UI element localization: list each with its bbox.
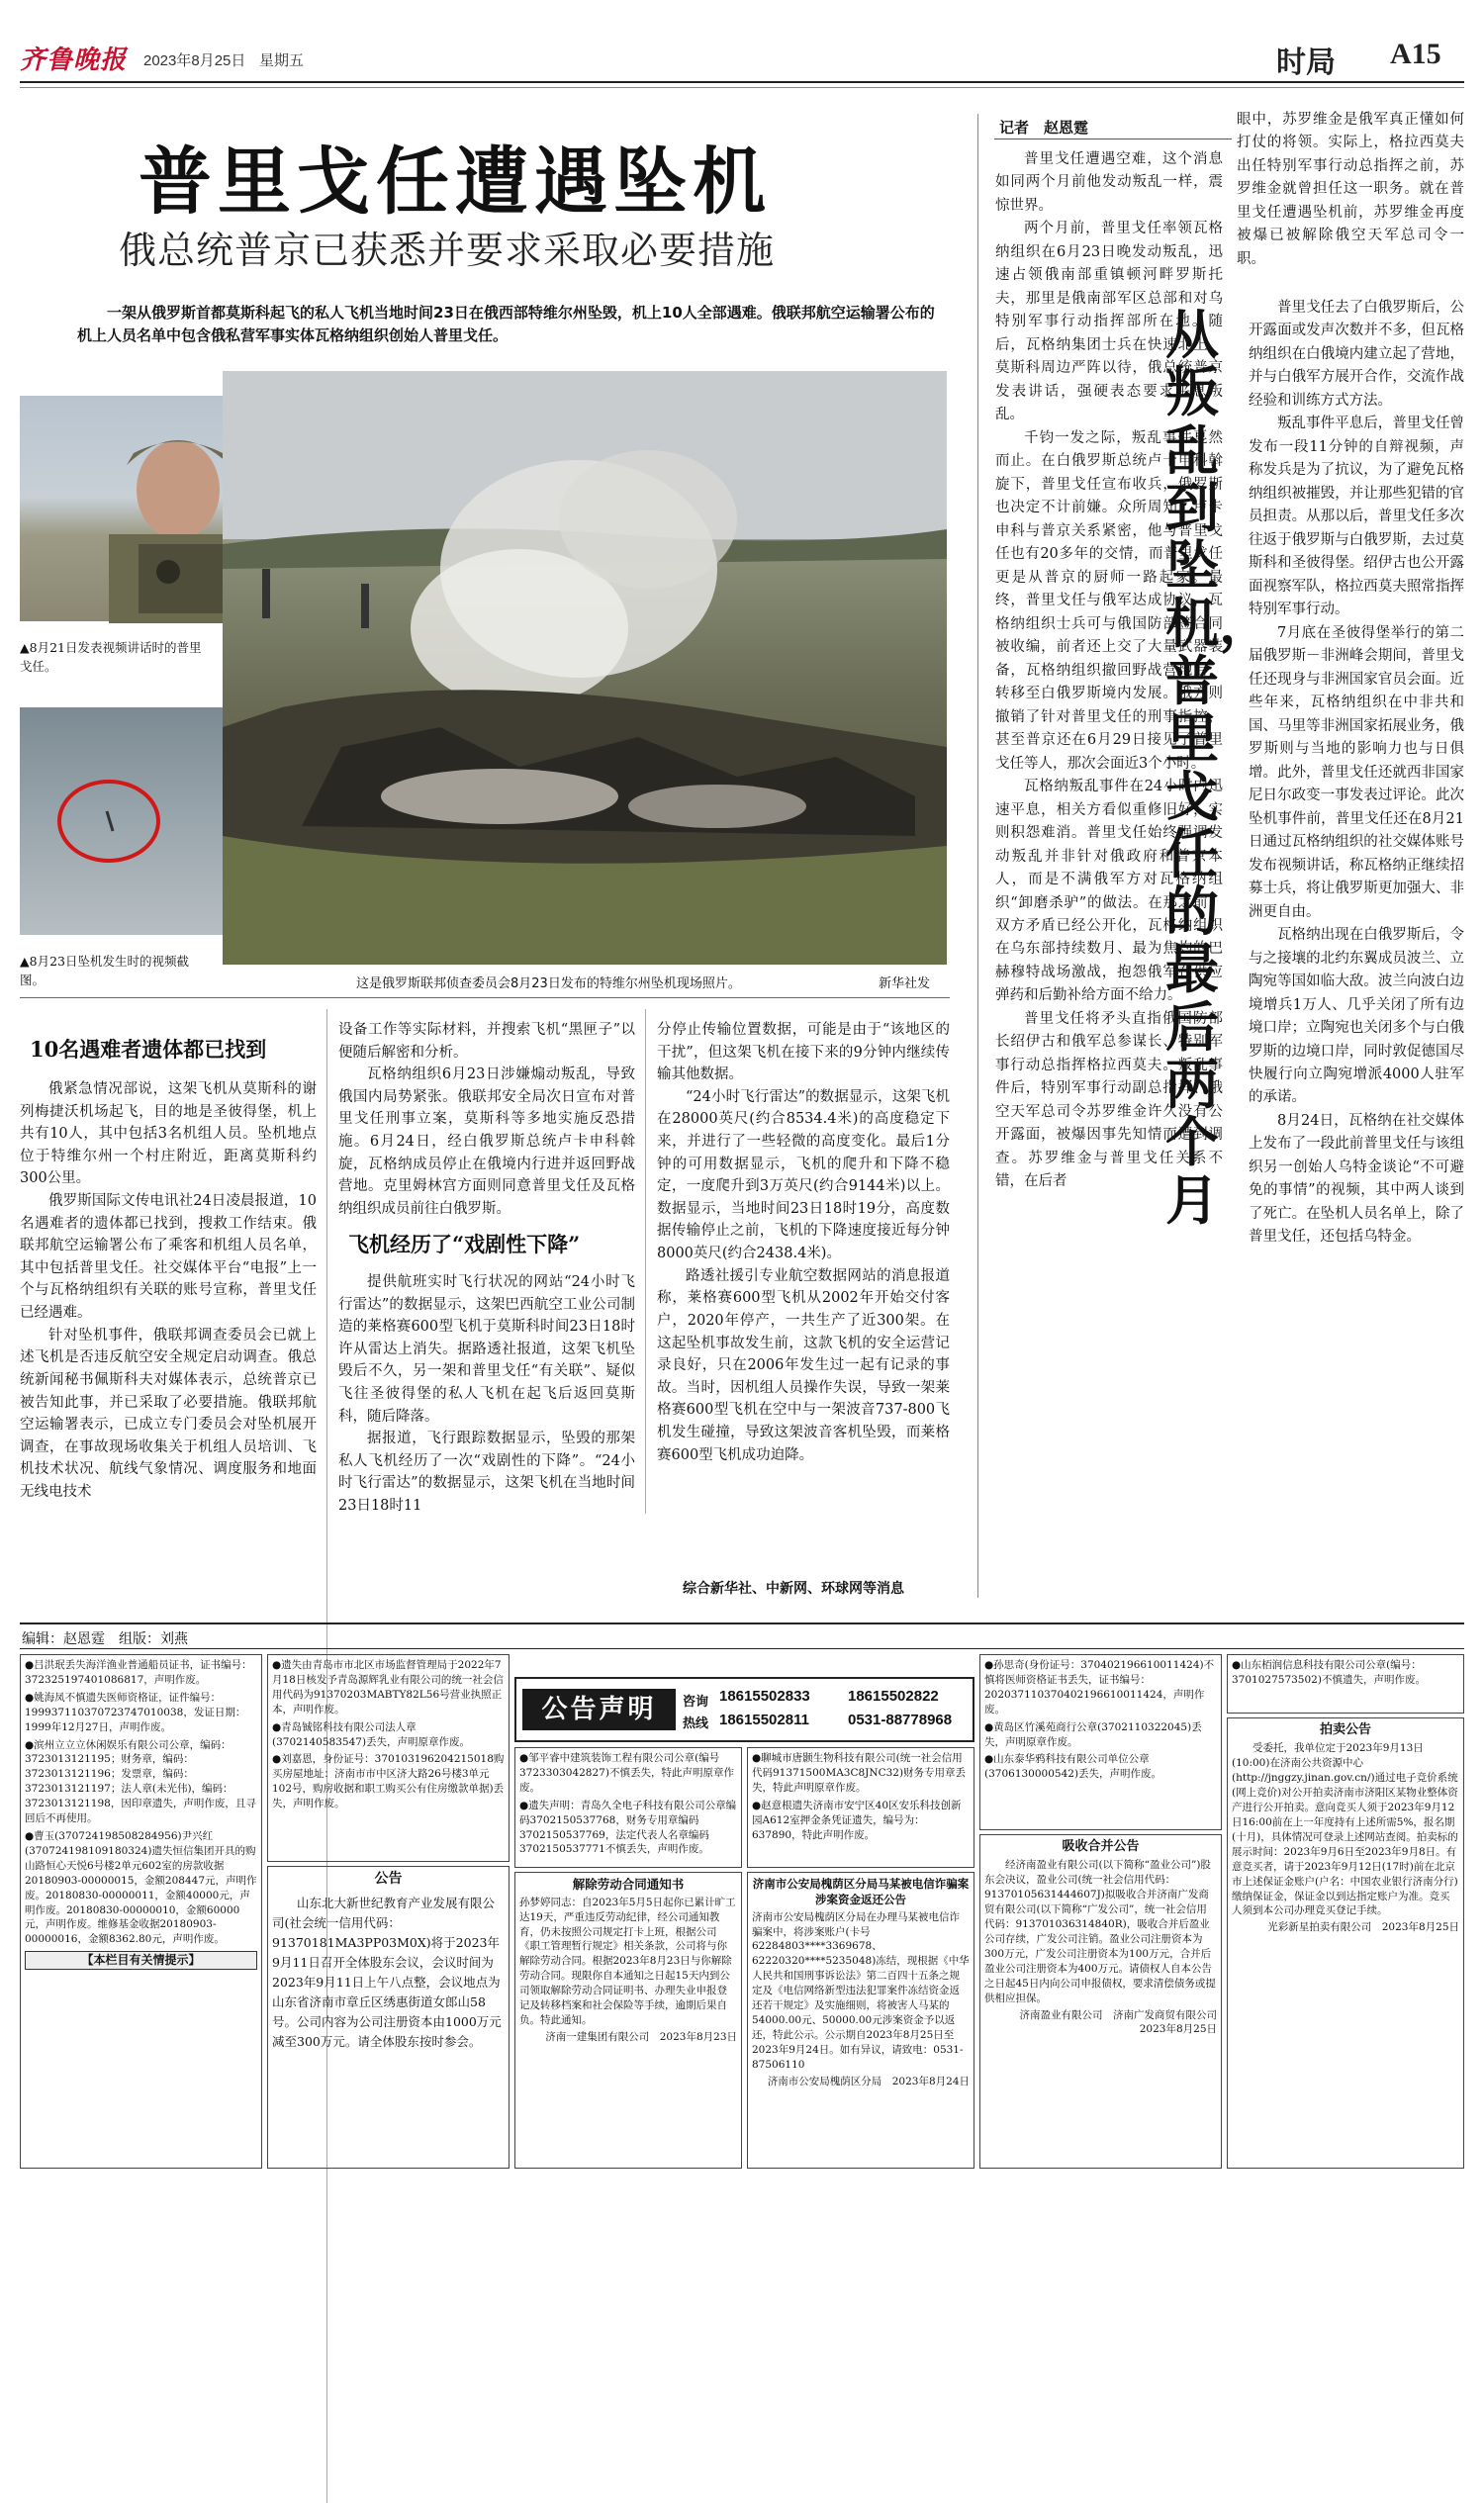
section2-col3 <box>657 1019 950 1466</box>
ads-merge <box>979 1834 1228 2169</box>
vtitle-line: 个月 <box>1165 1111 1219 1232</box>
paragraph: 7月底在圣彼得堡举行的第二届俄罗斯－非洲峰会期间，普里戈任还现身与非洲国家官员会面。近些年来，瓦格纳组织在中非共和国、马里等非洲国家拓展业务，俄罗斯则与当地的影响力也与日俱增。此外，普里戈任还就西非国家尼日尔政变一事发表过评论。此次坠机事件前，普里戈任还在8月21日通过瓦格纳组织的社交媒体账号发布视频讲话，称瓦格纳正继续招募士兵，将让俄罗斯更加强大、非洲更自由。 <box>1249 624 1464 920</box>
paragraph: 瓦格纳组织6月23日涉嫌煽动叛乱，导致俄国内局势紧张。俄联邦安全局次日宣布对普里戈任刑事立案，莫斯科等多地实施反恐措施。6月24日，经白俄罗斯总统卢卡申科斡旋，瓦格纳成员停止在俄境内行进并返回野战营地。克里姆林宫方面则同意普里戈任及瓦格纳组织成员前往白俄罗斯。 <box>338 1066 635 1217</box>
section2-col2 <box>338 1271 635 1518</box>
ad-item: ●青岛铖铭科技有限公司法人章(3702140583547)丢失，声明原章作废。 <box>272 1720 471 1748</box>
paragraph: 普里戈任去了白俄罗斯后，公开露面或发声次数并不多，但瓦格纳组织在白俄境内建立起了营地，并与白俄军方展开合作，交流作战经验和训练方式方法。 <box>1249 300 1464 409</box>
paragraph: “24小时飞行雷达”的数据显示，这架飞机在28000英尺(约合8534.4米)的高度稳定下来，并进行了一些轻微的高度变化。最后1分钟的可用数据显示，飞机的爬升和下降不稳定，一度爬升到3万英尺(约合9144米)以上。数据显示，当地时间23日18时19分，高度数据传输停止之前，飞机的下降速度接近每分钟8000英尺(约合2438.4米)。 <box>657 1088 950 1262</box>
paragraph: 眼中，苏罗维金是俄军真正懂如何打仗的将领。实际上，格拉西莫夫出任特别军事行动总指挥之前，苏罗维金就曾担任这一职务。就在普里戈任遭遇坠机前，苏罗维金再度被爆已被解除俄空天军总司令一职。 <box>1237 112 1464 267</box>
ad-item: ●邹平睿中建筑装饰工程有限公司公章(编号3723303042827)不慎丢失，特此声明原章作废。 <box>519 1752 734 1794</box>
ads-col6 <box>1227 1654 1464 1714</box>
paragraph: 设备工作等实际材料，并搜索飞机“黑匣子”以便随后解密和分析。 <box>338 1022 635 1061</box>
banner-title: 公告声明 <box>522 1689 676 1730</box>
ad-item: ●山东泰华鸦科技有限公司单位公章(3706130000542)丢失，声明作废。 <box>984 1753 1162 1781</box>
banner-phone: 18615502822 <box>848 1688 939 1705</box>
labor-sign: 济南一建集团有限公司 2023年8月23日 <box>545 2030 737 2043</box>
police-body: 济南市公安局槐荫区分局在办理马某被电信诈骗案中，将涉案账户(卡号62284803****3369678、62220320****5235048)冻结，现根据《中华人民共和国刑事诉讼法》第二百四十五条之规定及《电信网络新型违法犯罪案件冻结资金返还若干规定》及实施细则，将被害人马某的54000.00元、50000.00元涉案资金予以返还，特此公示。公示期自2023年8月25日至2023年9月24日。如有异议，请致电：0531-87506110 <box>752 1910 970 2071</box>
announce-body: 山东北大新世纪教育产业发展有限公司(社会统一信用代码：91370181MA3PP03M0X)将于2023年9月11日召开全体股东会议，会议时间为2023年9月11日上午八点整，会议地点为山东省济南市章丘区绣惠街道女郎山58号。公司内容为公司注册资本由1000万元减至300万元。请全体股东按时参会。 <box>272 1895 502 2049</box>
ads-announce <box>267 1866 510 2169</box>
main-photo-credit: 新华社发 <box>879 976 931 991</box>
paragraph: 瓦格纳出现在白俄罗斯后，令与之接壤的北约东翼成员波兰、立陶宛等国如临大敌。波兰向波白边境增兵1万人、几乎关闭了所有边境口岸；立陶宛也关闭多个与白俄罗斯的边境口岸，同时敦促德国尽快履行向立陶宛增派4000人驻军的承诺。 <box>1249 927 1464 1106</box>
news-source: 综合新华社、中新网、环球网等消息 <box>683 1581 904 1597</box>
ads-col3 <box>514 1747 742 1868</box>
page-number: A15 <box>1390 38 1441 70</box>
paragraph: 据报道，飞行跟踪数据显示，坠毁的那架私人飞机经历了一次“戏剧性的下降”。“24小时飞行雷达”的数据显示，这架飞机在当地时间23日18时11 <box>338 1431 635 1515</box>
subhead: 俄总统普京已获悉并要求采取必要措施 <box>119 229 776 272</box>
ad-item: ●赵意根遗失济南市安宁区40区安乐科技创新园A612室押金条凭证遗失，编号为：637890，特此声明作废。 <box>752 1799 962 1841</box>
police-sign: 济南市公安局槐荫区分局 2023年8月24日 <box>767 2075 970 2087</box>
paragraph: 叛乱事件平息后，普里戈任曾发布一段11分钟的自辩视频，声称发兵是为了抗议，为了避免瓦格纳组织被摧毁，并让那些犯错的官员担责。从那以后，普里戈任多次往返于俄罗斯与白俄罗斯，去过莫斯科和圣彼得堡。绍伊古也公开露面视察军队，格拉西莫夫照常指挥特别军事行动。 <box>1249 416 1464 618</box>
banner-phone: 18615502811 <box>719 1712 809 1728</box>
announce-title: 公告 <box>374 1871 403 1887</box>
auction-title: 拍卖公告 <box>1319 1722 1371 1737</box>
ad-item: ●姚海凤不慎遗失医师资格证，证件编号：199937110370723747010038，发证日期：1999年12月27日，声明作废。 <box>25 1691 246 1733</box>
paragraph: 瓦格纳叛乱事件在24小时内迅速平息，相关方看似重修旧好，实则积怨难消。普里戈任始终强调发动叛乱并非针对俄政府和普京本人，而是不满俄军方对瓦格纳组织“卸磨杀驴”的做法。在那之前，双方矛盾已经公开化，瓦格纳组织在乌东部持续数月、最为焦灼的巴赫穆特战场激战，抱怨俄军在供应弹药和后勤补给方面不给力。 <box>995 779 1223 1004</box>
paragraph: 路透社援引专业航空数据网站的消息报道称，莱格赛600型飞机从2002年开始交付客户，2020年停产，一共生产了近300架。在这起坠机事故发生前，这款飞机的安全运营记录良好，只在2006年发生过一起有记录的事故。当时，因机组人员操作失误，导致一架莱格赛600型飞机在空中与一架波音737-800飞机发生碰撞，导致这架波音客机坠毁，而莱格赛600型飞机成功迫降。 <box>657 1267 950 1463</box>
sidebar-col-b1 <box>1237 109 1464 271</box>
paragraph: 普里戈任遭遇空难，这个消息如同两个月前他发动叛乱一样，震惊世界。 <box>995 151 1223 214</box>
photo1-caption: ▲8月21日发表视频讲话时的普里戈任。 <box>20 640 202 675</box>
ads-police <box>747 1872 974 2169</box>
masthead-date: 2023年8月25日 <box>143 52 246 69</box>
headline: 普里戈任遭遇坠机 <box>139 139 772 225</box>
merge-sign: 济南盈业有限公司 济南广发商贸有限公司 2023年8月25日 <box>1019 2008 1228 2036</box>
vtitle-line: 戈任 <box>1165 765 1219 885</box>
paragraph: 提供航班实时飞行状况的网站“24小时飞行雷达”的数据显示，这架巴西航空工业公司制造的莱格赛600型飞机于莫斯科时间23日18时许从雷达上消失。据路透社报道，这架飞机坠毁后不久，另一架和普里戈任“有关联”、疑似飞往圣彼得堡的私人飞机在起飞后返回莫斯科，随后降落。 <box>338 1274 635 1425</box>
masthead-weekday: 星期五 <box>259 52 305 69</box>
ad-item: ●刘嘉恩，身份证号：370103196204215018购买房屋地址：济南市市中区济大路26号楼3单元102号，购房收据和职工购买公有住房缴款单据)丢失，声明作废。 <box>272 1753 505 1810</box>
vtitle-line: 普里 <box>1165 649 1219 771</box>
paragraph: 普里戈任将矛头直指俄国防部长绍伊古和俄军总参谋长、特别军事行动总指挥格拉西莫夫。叛乱事件后，特别军事行动副总指挥、俄空天军总司令苏罗维金许久没有公开露面，被爆因事先知情而遭到调查。苏罗维金与普里戈任关系不错，在后者 <box>995 1010 1223 1190</box>
ads-banner <box>514 1677 974 1742</box>
paragraph: 两个月前，普里戈任率领瓦格纳组织在6月23日晚发动叛乱，迅速占领俄南部重镇顿河畔罗斯托夫，那里是俄南部军区总部和对乌特别军事行动指挥部所在地。随后，瓦格纳集团士兵在快速北上，莫斯科周边严阵以待，俄总统普京发表讲话，强硬表态要求平息叛乱。 <box>995 221 1223 423</box>
section-name: 时局 <box>1276 46 1336 80</box>
column-divider <box>645 1009 646 1514</box>
vtitle-line: 乱到坠 <box>1165 418 1219 598</box>
ad-item: ●聊城市唐颢生物科技有限公司(统一社会信用代码91371500MA3C8JNC32)财务专用章丢失，特此声明原章作废。 <box>752 1752 967 1794</box>
lead-paragraph: 一架从俄罗斯首都莫斯科起飞的私人飞机当地时间23日在俄西部特维尔州坠毁，机上10人全部遇难。俄联邦航空运输署公布的机上人员名单中包含俄私营军事实体瓦格纳组织创始人普里戈任。 <box>77 304 935 345</box>
paragraph: 针对坠机事件，俄联邦调查委员会已就上述飞机是否违反航空安全规定启动调查。俄总统新闻秘书佩斯科夫对媒体表示，总统普京已被告知此事，并已采取了必要措施。俄联邦航空运输署表示，已成立专门委员会对坠机展开调查，在事故现场收集关于机组人员培训、飞机技术状况、航线气象情况、调度服务和地面无线电技术 <box>20 1327 317 1500</box>
paper-logo: 齐鲁晚报 <box>20 46 128 75</box>
hotline-title: 【本栏目有关情提示】 <box>25 1951 257 1970</box>
sidebar-byline: 记者 赵恩霆 <box>999 119 1089 137</box>
ad-item: ●吕洪珉丢失海洋渔业普通船员证书，证书编号：372325197401086817，声明作废。 <box>25 1659 252 1686</box>
vtitle-line: 机， <box>1165 592 1272 655</box>
auction-body: 受委托，我单位定于2023年9月13日(10:00)在济南公共资源中心(http://jnggzy.jinan.gov.cn/)通过电子竞价系统(网上竞价)对公开拍卖济南市济阳区某物业整体资产进行公开拍卖。意向竞买人须于2023年9月12日16:00前在上一年度持有上述所需5%，报名期(十月)，具体情况可登录上述网站查阅。拍卖标的展示时间：2023年9月6日至2023年9月8日。有意竞买者，请于2023年9月12日(17时)前在北京市上述保证金账户(户名：中国农业银行济南分行)缴纳保证金，保证金以到达指定账户为准。竞买人须到本公司办理竞买登记手续。 <box>1232 1742 1458 1917</box>
ads-labor <box>514 1872 742 2169</box>
ads-auction <box>1227 1717 1464 2169</box>
ad-item: ●山东栢润信息科技有限公司公章(编号：3701027573502)不慎遗失，声明作废。 <box>1232 1659 1426 1686</box>
banner-phone: 18615502833 <box>719 1688 810 1705</box>
vtitle-line: 的最 <box>1165 881 1219 1001</box>
ads-col4 <box>747 1747 974 1868</box>
paragraph: 千钧一发之际，叛乱事件戛然而止。在白俄罗斯总统卢卡申科斡旋下，普里戈任宣布收兵，俄罗斯也决定不计前嫌。众所周知，卢卡申科与普京关系紧密，他与普里戈任也有20多年的交情，而普里戈任更是从普京的厨师一路起家。最终，普里戈任与俄军达成协议，瓦格纳组织士兵可与俄国防部签合同被收编，前者还上交了大量武器装备，瓦格纳组织撤回野战营地后，转移至白俄罗斯境内发展。俄方则撤销了针对普里戈任的刑事指控，甚至普京还在6月29日接见了普里戈任等人，那次会面近3个小时。 <box>995 429 1223 772</box>
section1-col2 <box>338 1019 635 1220</box>
ad-item: ●遗失由青岛市市北区市场监督管理局于2022年7月18日核发予青岛源辉乳业有限公司的统一社会信用代码为91370203MABTY82L56号营业执照正本，声明作废。 <box>272 1659 504 1715</box>
crash-scene <box>223 371 947 965</box>
paragraph: 俄紧急情况部说，这架飞机从莫斯科的谢列梅捷沃机场起飞，目的地是圣彼得堡，机上共有10人，其中包括3名机组人员。坠机地点位于特维尔州一个村庄附近，距离莫斯科约300公里。 <box>20 1081 317 1187</box>
ad-item: ●黄岛区竹溪苑商行公章(3702110322045)丢失，声明原章作废。 <box>984 1720 1202 1748</box>
ad-item: ●滨州立立立休闲娱乐有限公司公章，编码：3723013121195；财务章，编码：3723013121196；发票章，编码：3723013121197；法人章(未光伟)，编码：3723013121198，因印章遗失，声明作废，且寻回后不再使用。 <box>25 1738 256 1825</box>
sidebar-divider <box>977 114 978 1598</box>
footer-rule <box>20 1622 1464 1624</box>
ads-col5 <box>979 1654 1222 1830</box>
photo-crash-site <box>223 371 947 965</box>
section2-title: 飞机经历了“戏剧性下降” <box>348 1232 581 1256</box>
police-title: 济南市公安局槐荫区分局马某被电信诈骗案涉案资金返还公告 <box>752 1877 970 1907</box>
auction-sign: 光彩新星拍卖有限公司 2023年8月25日 <box>1267 1921 1459 1934</box>
ads-col2 <box>267 1654 510 1862</box>
banner-phone: 0531-88778968 <box>848 1712 953 1728</box>
merge-body: 经济南盈业有限公司(以下简称“盈业公司”)股东会决议，盈业公司(统一社会信用代码：91370105631444607J)拟吸收合并济南广发商贸有限公司(以下简称“广发公司”，统一社会信用代码：913701036314840R)，吸收合并后盈业公司存续，广发公司注销。盈业公司注册资本为300万元，广发公司注册资本为100万元，合并后盈业公司注册资本为400万元。请债权人自本公告之日起45日内向公司申报债权，要求清偿债务或提供相应担保。 <box>984 1859 1216 2004</box>
masthead-rule <box>20 81 1464 83</box>
sidebar-col-b2 <box>1249 297 1464 1250</box>
vtitle-line: 从叛 <box>1165 304 1219 424</box>
masthead-rule-thin <box>20 87 1464 88</box>
ads-col1 <box>20 1654 262 2169</box>
ad-item: ●遗失声明：青岛久全电子科技有限公司公章编码3702150537768，财务专用章编码3702150537769，法定代表人名章编码3702150537771不慎丢失，声明作废。 <box>519 1799 737 1856</box>
main-photo-caption: 这是俄罗斯联邦侦查委员会8月23日发布的特维尔州坠机现场照片。 <box>356 976 741 991</box>
banner-label1: 咨询 <box>683 1695 709 1710</box>
photo-bottom-rule <box>20 997 950 998</box>
footer-rule-2 <box>20 1648 1464 1649</box>
vtitle-line: 后两 <box>1165 995 1219 1117</box>
labor-title: 解除劳动合同通知书 <box>572 1877 685 1892</box>
labor-body: 孙梦婷同志：自2023年5月5日起你已累计旷工达19天，严重违反劳动纪律，经公司通知教育，仍未按照公司规定打卡上班，根据公司《职工管理暂行规定》相关条款，公司将与你解除劳动合同。根据2023年8月23日与你解除劳动合同。现限你自本通知之日起15天内到公司领取解除劳动合同证明书、办理失业申报登记及转移档案和社会保险等手续，逾期后果自负。特此通知。 <box>519 1896 736 2026</box>
section1-title: 10名遇难者遗体都已找到 <box>30 1037 267 1062</box>
photo2-caption: ▲8月23日坠机发生时的视频截图。 <box>20 954 189 988</box>
paragraph: 俄罗斯国际文传电讯社24日凌晨报道，10名遇难者的遗体都已找到，搜救工作结束。俄联邦航空运输署公布了乘客和机组人员名单，其中包括普里戈任。社交媒体平台“电报”上一个与瓦格纳组织有关联的账号宣称，普里戈任已经遇难。 <box>20 1193 317 1322</box>
section1-col1 <box>20 1078 317 1504</box>
footer-editors: 编辑：赵恩霆 组版：刘燕 <box>22 1631 188 1647</box>
banner-label2: 热线 <box>683 1716 709 1731</box>
sidebar-vertical-title <box>1165 304 1272 1232</box>
merge-title: 吸收合并公告 <box>1062 1839 1140 1854</box>
paragraph: 8月24日，瓦格纳在社交媒体上发布了一段此前普里戈任与该组织另一创始人乌特金谈论“不可避免的事情”的视频，其中两人谈到了死亡。在坠机人员名单上，除了普里戈任，还包括乌特金。 <box>1249 1112 1464 1246</box>
ad-item: ●曹玉(370724198508284956)尹兴红(370724198109180324)遗失恒信集团开具的购山路恒心天悦6号楼2单元602室的房款收据20180903-00000015，金额208447元，声明作废。20180830-00000011，金额40000元，声明作废。20180830-00000010，金额60000元，声明作废。维修基金收据20180903-00000016，金额8362.80元，声明作废。 <box>25 1829 257 1946</box>
paragraph: 分停止传输位置数据，可能是由于“该地区的干扰”，但这架飞机在接下来的9分钟内继续传输其他数据。 <box>657 1022 950 1083</box>
ad-item: ●孙思奇(身份证号：370402196610011424)不慎将医师资格证书丢失，证书编号：202037110370402196610011424，声明作废。 <box>984 1659 1215 1715</box>
masthead <box>0 0 1484 119</box>
